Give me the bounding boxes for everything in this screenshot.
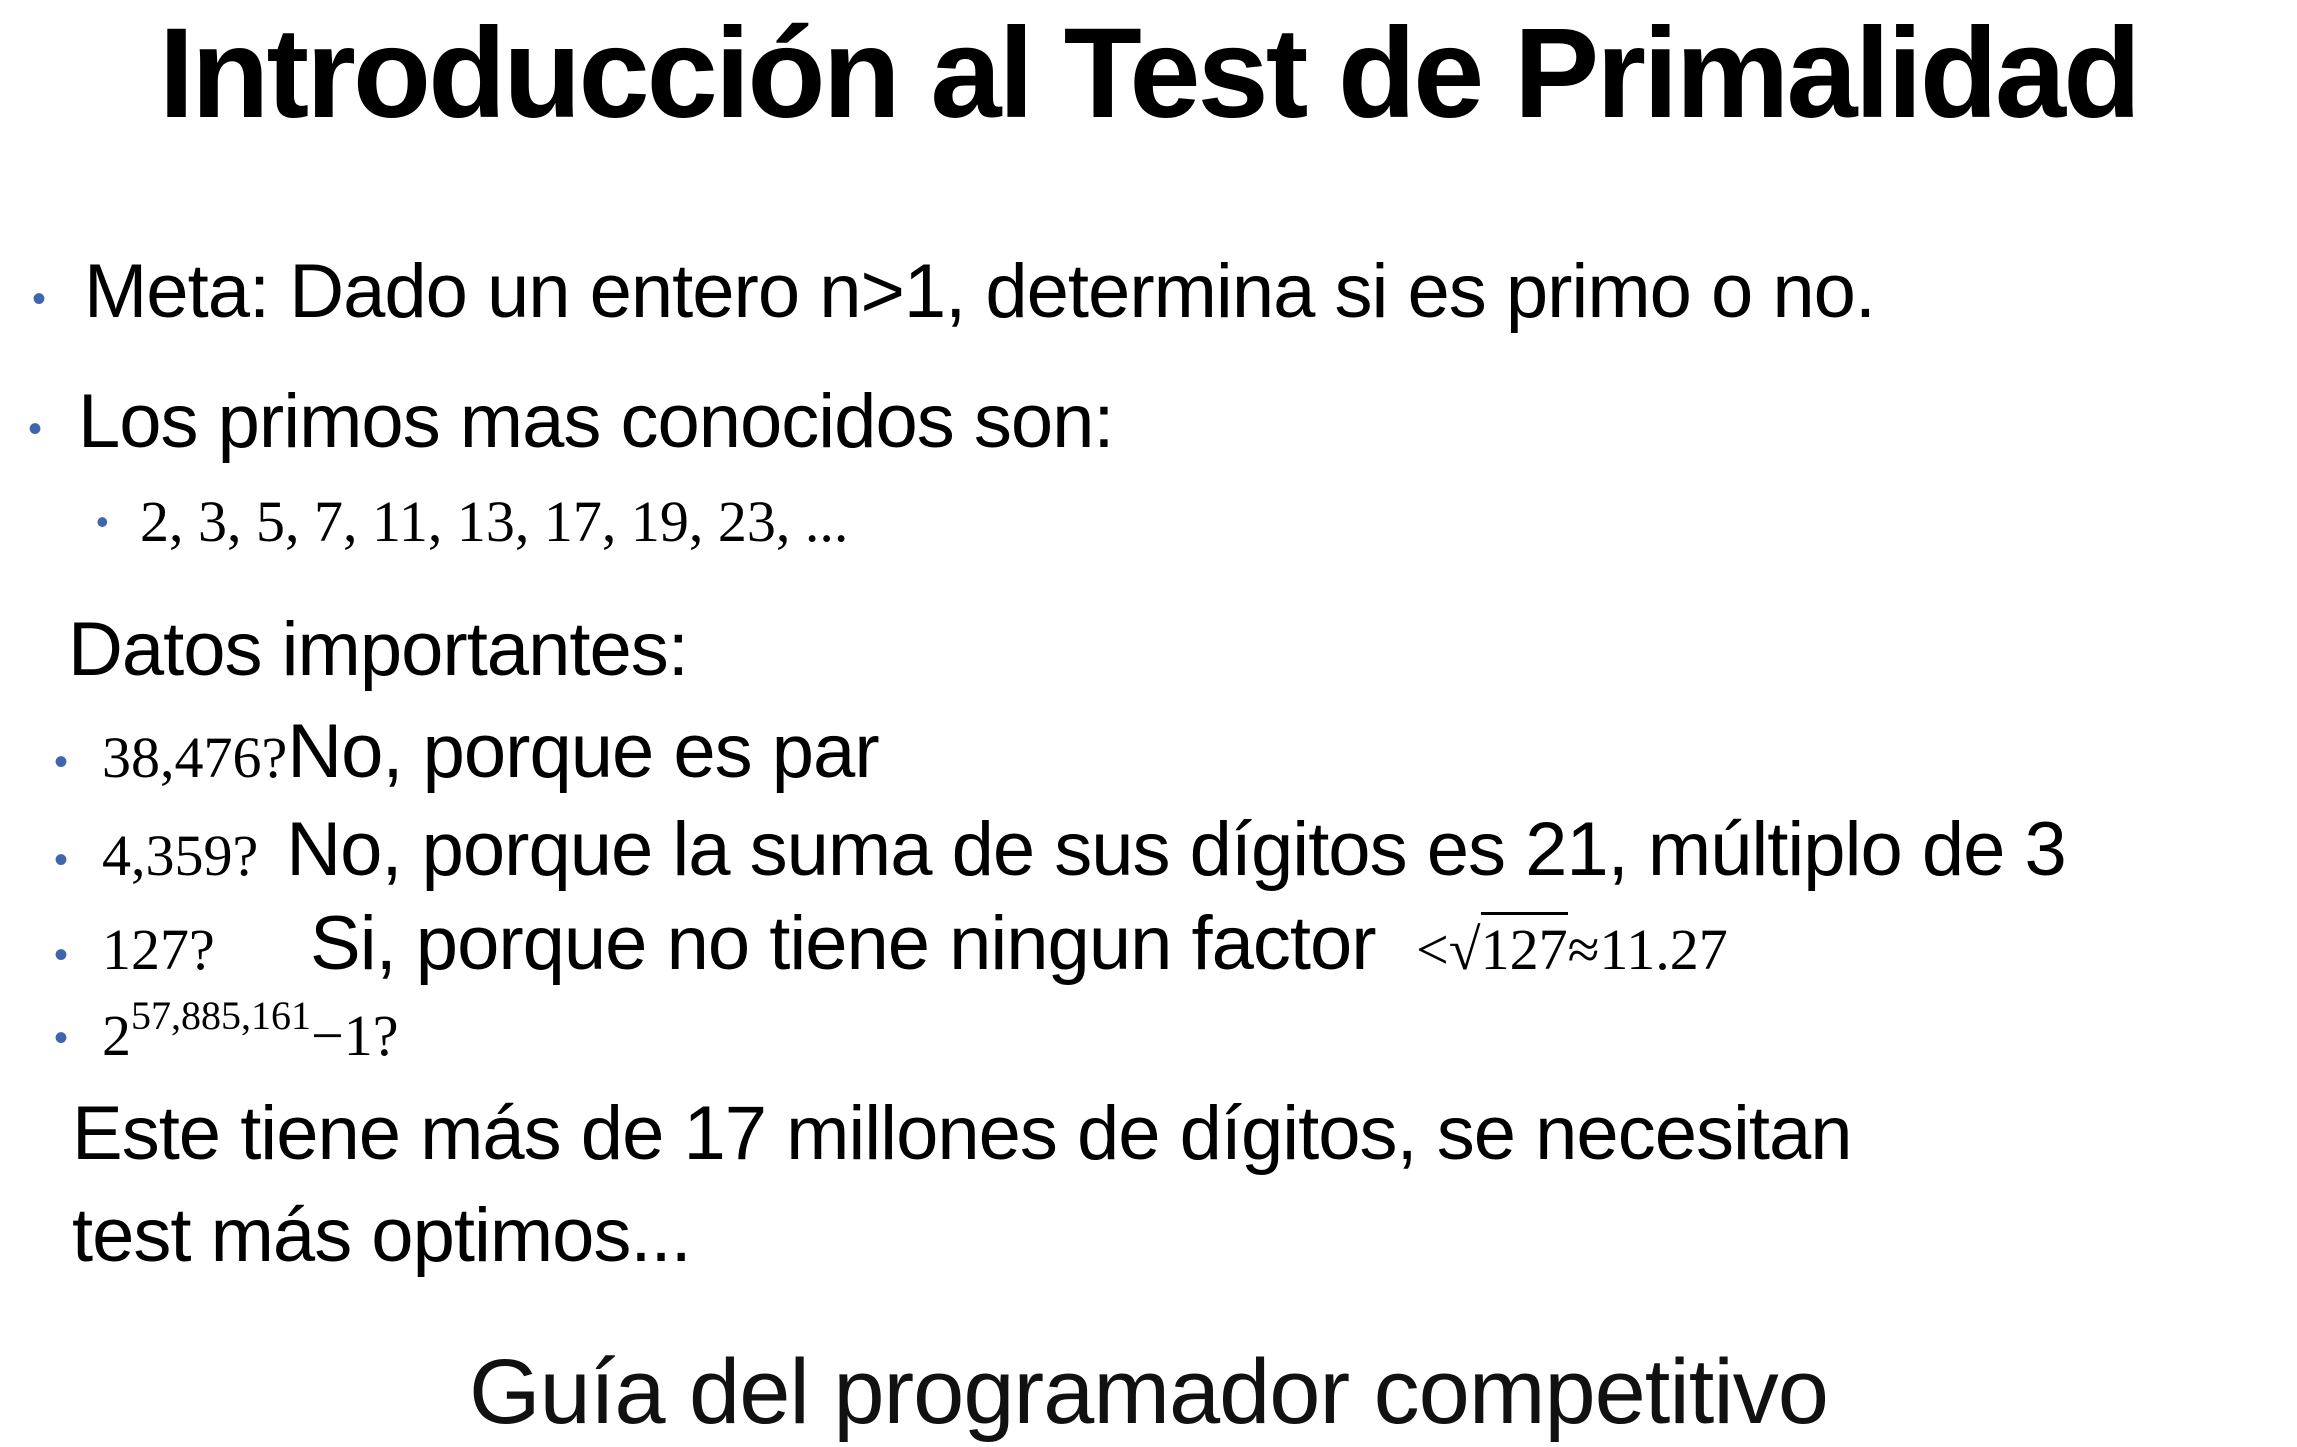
slide-title: Introducción al Test de Primalidad: [158, 2, 2139, 145]
item-answer: No, porque es par: [287, 709, 879, 794]
power-exponent: 57,885,161: [131, 993, 311, 1038]
bullet-dot: •: [54, 1016, 69, 1060]
less-than-sign: <: [1416, 917, 1449, 982]
important-item: [102, 708, 879, 795]
item-answer: Si, porque no tiene ningun factor: [310, 901, 1376, 986]
item-question: 127?: [102, 917, 215, 982]
sqrt-expression: [1416, 917, 1728, 982]
known-primes-heading: Los primos mas conocidos son:: [78, 379, 1114, 464]
important-heading: Datos importantes:: [68, 607, 688, 692]
bullet-dot: •: [32, 277, 47, 321]
conclusion-line-1: Este tiene más de 17 millones de dígitos, se necesitan: [72, 1091, 1852, 1176]
power-suffix: −1?: [311, 1003, 399, 1068]
meta-bullet-text: Meta: Dado un entero n>1, determina si es primo o no.: [84, 249, 1876, 334]
important-item: [102, 806, 2066, 893]
sub-bullet-dot: •: [96, 501, 109, 542]
power-base: 2: [102, 1003, 131, 1068]
bullet-dot: •: [54, 740, 69, 784]
item-answer: No, porque la suma de sus dígitos es 21, múltiplo de 3: [286, 807, 2066, 892]
bullet-dot: •: [54, 838, 69, 882]
conclusion-line-2: test más optimos...: [72, 1193, 691, 1278]
item-question: 38,476?: [102, 725, 288, 790]
approx-value: ≈11.27: [1567, 917, 1728, 982]
known-primes-list: 2, 3, 5, 7, 11, 13, 17, 19, 23, ...: [140, 489, 849, 554]
sqrt-symbol: √: [1448, 917, 1481, 982]
important-item: [102, 900, 1728, 987]
footer-caption: Guía del programador competitivo: [469, 1341, 1828, 1443]
bullet-dot: •: [54, 933, 69, 977]
important-item: [102, 992, 398, 1069]
item-question: 4,359?: [102, 823, 259, 888]
bullet-dot: •: [28, 407, 43, 451]
sqrt-radicand: 127: [1481, 912, 1568, 982]
